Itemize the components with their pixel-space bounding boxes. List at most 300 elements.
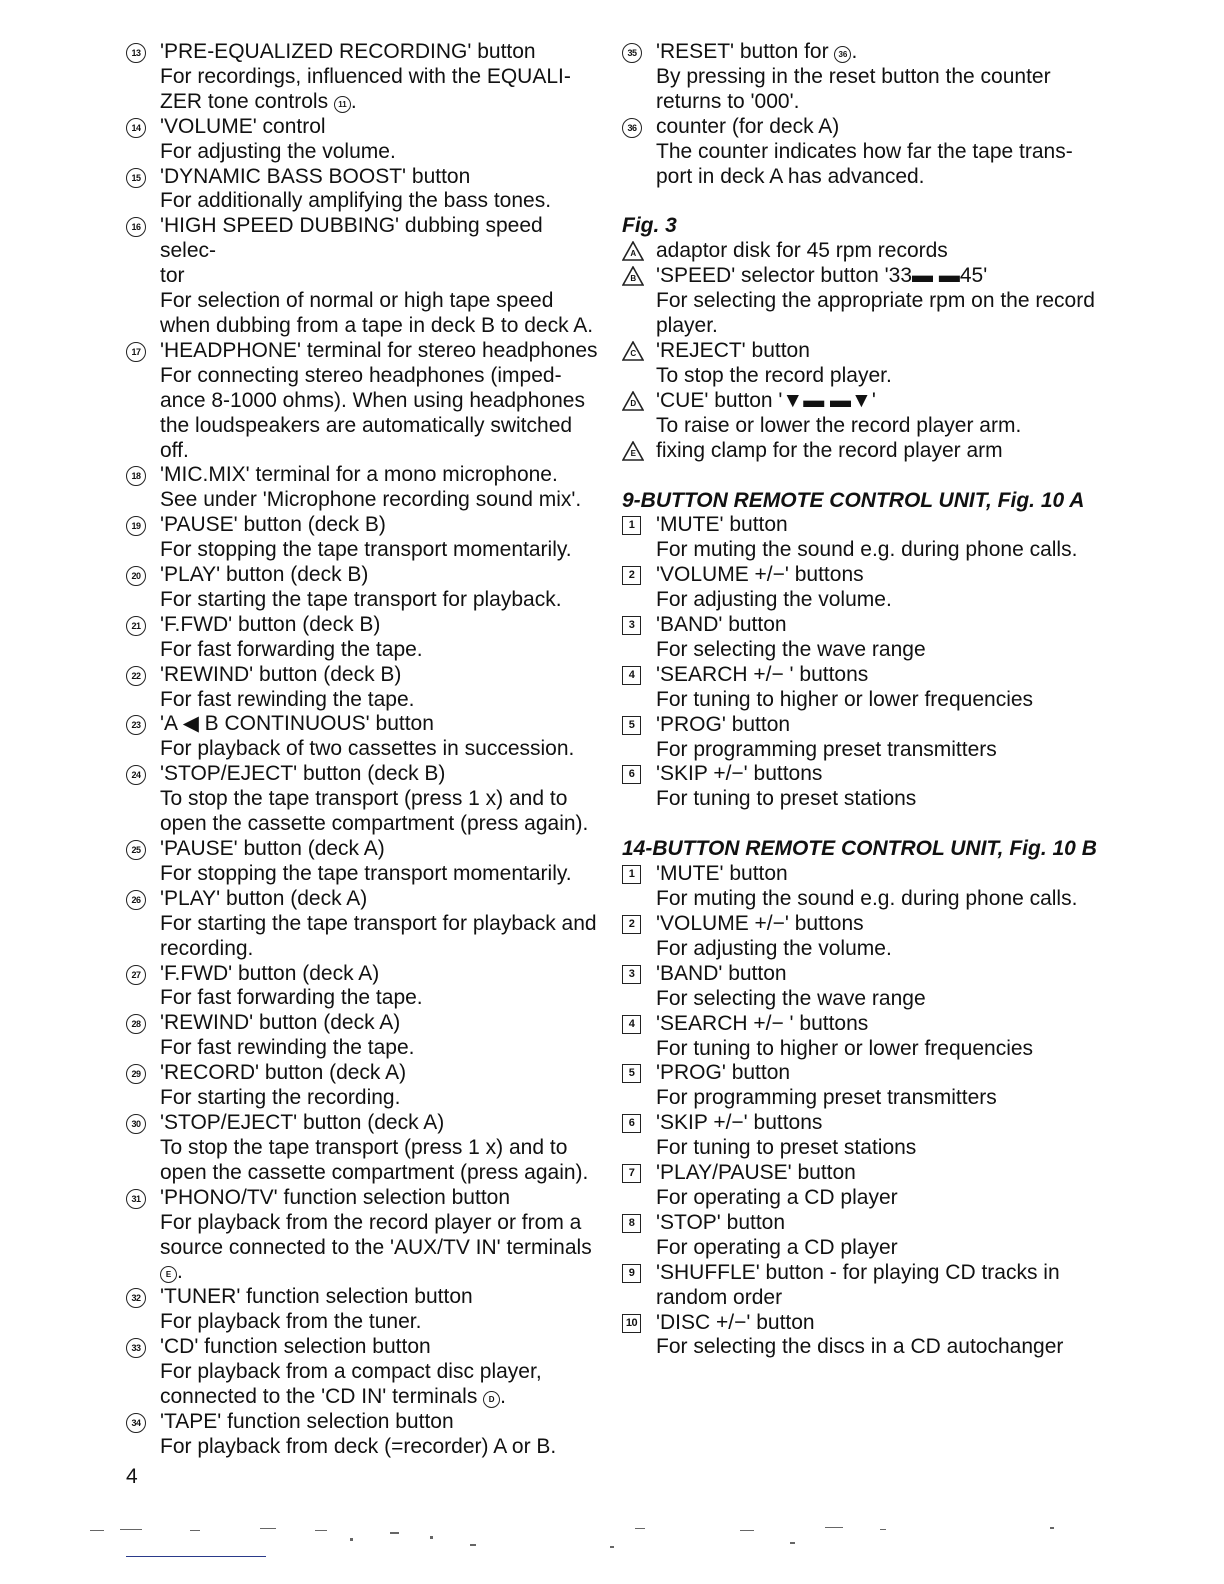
item-title-continued: random order [656,1285,783,1309]
item-title-text: 'RECORD' button (deck A) [160,1061,407,1085]
item-description-text: For playback from the record player or from a [160,1210,582,1234]
item-title-text: 'A ◀ B CONTINUOUS' button [160,712,434,736]
circled-number: 13 [126,43,146,63]
item-title [160,887,601,912]
item-title [160,613,601,638]
item-title-text: 'PLAY' button (deck B) [160,563,369,587]
circled-number: 29 [126,1064,146,1084]
item-title-text: 'HIGH SPEED DUBBING' dubbing speed selec- [160,214,543,263]
item-title-text: 'PLAY/PAUSE' button [656,1161,856,1185]
item-description-text: For playback of two cassettes in succession. [160,737,575,761]
item-title [160,563,601,588]
item-description-text: ZER tone controls [160,89,329,113]
circled-number: 16 [126,217,146,237]
triangle-marker-icon [622,341,644,361]
item-title-continued: tor [160,264,185,288]
item-title [160,339,601,364]
circled-number: 26 [126,890,146,910]
item-description-text: To stop the record player. [656,363,892,387]
item-description-text: For starting the tape transport for playback and [160,911,597,935]
remote14-list [622,862,1100,1360]
item-title-text: 'HEADPHONE' terminal for stereo headphones [160,338,598,362]
list-item [126,962,601,1012]
item-description-line [160,414,601,439]
item-title-text: 'SHUFFLE' button - for playing CD tracks in [656,1260,1060,1284]
item-description-line [656,638,1100,663]
triangle-marker-label: D [630,398,636,408]
reference-marker: 36 [834,46,851,63]
item-description-text: For starting the recording. [160,1086,401,1110]
item-description-text: For programming preset transmitters [656,1086,997,1110]
item-description-line [656,1136,1100,1161]
item-description-text: open the cassette compartment (press again). [160,812,589,836]
item-title-text: 'SKIP +/−' buttons [656,762,823,786]
item-title [656,762,1100,787]
item-description-text: when dubbing from a tape in deck B to deck A. [160,313,594,337]
item-title-text: 'PROG' button [656,712,791,736]
item-title-text: 'REWIND' button (deck B) [160,662,402,686]
item-title-text: 'REJECT' button [656,338,810,362]
item-description-line: connected to the 'CD IN' terminals D . [160,1384,507,1408]
item-description-line [656,289,1100,314]
circled-number: 31 [126,1189,146,1209]
item-description-text: For muting the sound e.g. during phone calls. [656,887,1078,911]
item-description-line [160,1360,601,1385]
list-item [622,713,1100,763]
item-description-text: For selection of normal or high tape speed [160,289,554,313]
item-description-text: For tuning to preset stations [656,787,917,811]
item-description-text: ance 8-1000 ohms). When using headphones [160,388,585,412]
item-description-line [160,364,601,389]
item-description-text: For fast rewinding the tape. [160,1036,415,1060]
list-item [622,239,1100,264]
circled-number: 33 [126,1338,146,1358]
boxed-number: 3 [622,965,641,984]
item-description-text: source connected to the 'AUX/TV IN' terminals [160,1235,592,1259]
item-description-line [656,364,1100,389]
item-title-text: 'BAND' button [656,961,787,985]
item-title-text: 'BAND' button [656,613,787,637]
item-title-text: 'PAUSE' button (deck B) [160,513,386,537]
item-title-text: 'MUTE' button [656,862,788,886]
triangle-marker-icon [622,266,644,286]
item-description-text: By pressing in the reset button the counter [656,64,1051,88]
item-description-line [160,1435,601,1460]
item-description-text: connected to the 'CD IN' terminals [160,1384,478,1408]
right-top-list [622,40,1100,189]
list-item [622,762,1100,812]
item-description-text: For playback from deck (=recorder) A or B. [160,1434,557,1458]
item-title-text: 'DISC +/−' button [656,1310,815,1334]
item-description-text: For adjusting the volume. [656,588,892,612]
item-description-text: For additionally amplifying the bass tones. [160,189,552,213]
item-description-line [656,414,1100,439]
item-title [160,40,601,65]
item-title-text: 'TAPE' function selection button [160,1409,454,1433]
circled-number: 18 [126,466,146,486]
reference-marker: E [160,1266,177,1283]
item-title-text: 'PAUSE' button (deck A) [160,837,385,860]
item-title [656,1311,1100,1336]
triangle-marker-label: C [630,348,636,358]
item-title-text: 'SEARCH +/− ' buttons [656,662,869,686]
item-title [656,513,1100,538]
item-title [160,663,601,688]
item-description-line [656,65,1100,90]
list-item [126,613,601,663]
item-description-text: For stopping the tape transport momentarily. [160,861,572,885]
list-item [126,837,601,887]
item-title [160,1285,601,1310]
item-description-line [160,1161,601,1186]
list-item [126,214,601,339]
scan-noise [90,1524,1090,1564]
item-description-line [656,738,1100,763]
item-title [656,912,1100,937]
list-item [622,339,1100,389]
item-description-line [160,588,601,613]
item-description-text: off. [160,438,189,462]
boxed-number: 4 [622,666,641,685]
circled-number: 20 [126,566,146,586]
item-title-text: 'CUE' button '▼▬ ▬▼' [656,388,876,412]
circled-number: 25 [126,840,146,860]
item-title [160,463,601,488]
item-description-text: For fast forwarding the tape. [160,986,423,1010]
item-title-text: 'STOP/EJECT' button (deck B) [160,762,446,786]
list-item [126,165,601,215]
boxed-number: 6 [622,765,641,784]
item-description-line [160,538,601,563]
boxed-number: 7 [622,1164,641,1183]
item-description-text: For operating a CD player [656,1185,898,1209]
item-description-line [656,887,1100,912]
circled-number: 36 [622,118,642,138]
right-column [622,40,1100,1360]
item-description-line [160,1136,601,1161]
remote9-title: 9-BUTTON REMOTE CONTROL UNIT, Fig. 10 A [622,488,1085,512]
circled-number: 30 [126,1114,146,1134]
item-description-text: For fast forwarding the tape. [160,637,423,661]
item-title [656,439,1100,464]
item-description-line [160,1211,601,1236]
item-title-text: 'DYNAMIC BASS BOOST' button [160,164,471,188]
item-description-text: For tuning to higher or lower frequencies [656,687,1034,711]
item-title-text: 'VOLUME +/−' buttons [656,563,864,587]
item-description-text: For tuning to preset stations [656,1136,917,1160]
list-item [126,1335,601,1410]
boxed-number: 5 [622,716,641,735]
list-item [622,513,1100,563]
item-description-text: For programming preset transmitters [656,737,997,761]
boxed-number: 5 [622,1064,641,1083]
item-title [656,1161,1100,1186]
item-title-text: adaptor disk for 45 rpm records [656,239,948,263]
item-description-line [656,1236,1100,1261]
item-description-text: For adjusting the volume. [656,936,892,960]
list-item [126,1111,601,1186]
item-description-text: For starting the tape transport for playback. [160,587,562,611]
item-title [160,1011,601,1036]
item-title [160,165,601,190]
list-item [622,439,1100,464]
item-title-text: 'SKIP +/−' buttons [656,1111,823,1135]
list-item [126,1410,601,1460]
left-column [126,40,601,1460]
item-description-line: E . [160,1260,601,1285]
item-title-text: 'MUTE' button [656,513,788,537]
list-item [622,862,1100,912]
item-description-line [656,165,1100,190]
item-description-text: returns to '000'. [656,89,800,113]
item-title [656,962,1100,987]
triangle-marker-icon [622,391,644,411]
circled-number: 15 [126,168,146,188]
circled-number: 21 [126,616,146,636]
circled-number: 27 [126,965,146,985]
item-description-text: For playback from the tuner. [160,1310,422,1334]
item-description-line [160,389,601,414]
fig3-title: Fig. 3 [622,214,677,238]
boxed-number: 2 [622,915,641,934]
item-title [656,1261,1100,1286]
item-title-text: 'PRE-EQUALIZED RECORDING' button [160,40,536,63]
list-item [622,1161,1100,1211]
item-title [160,1061,601,1086]
item-description-line: ZER tone controls 11 . [160,89,357,113]
boxed-number: 2 [622,566,641,585]
item-title [656,862,1100,887]
item-title [656,115,1100,140]
list-item [622,264,1100,339]
item-title [656,389,1100,414]
item-description-text: For stopping the tape transport momentarily. [160,538,572,562]
item-description-line [160,812,601,837]
item-title-text: fixing clamp for the record player arm [656,438,1003,462]
item-title [160,1186,601,1211]
item-title [656,1111,1100,1136]
item-description-line [656,1086,1100,1111]
list-item [126,762,601,837]
item-description-text: For muting the sound e.g. during phone calls. [656,538,1078,562]
item-description-line [160,638,601,663]
item-description-line [160,65,601,90]
item-title-text: 'STOP/EJECT' button (deck A) [160,1110,445,1134]
item-title [160,837,601,862]
circled-number: 14 [126,118,146,138]
item-description-line [656,1037,1100,1062]
item-description-line [160,314,601,339]
item-title [656,339,1100,364]
item-description-line [160,737,601,762]
item-title-text: 'F.FWD' button (deck B) [160,612,381,636]
item-description-text: For fast rewinding the tape. [160,687,415,711]
item-description-line [656,987,1100,1012]
circled-number: 22 [126,666,146,686]
item-description-text: For selecting the wave range [656,637,926,661]
list-item [126,1061,601,1111]
item-title-text: 'RESET' button for [656,40,829,63]
item-description-text: For adjusting the volume. [160,139,396,163]
circled-number: 35 [622,43,642,63]
list-item [622,40,1100,115]
list-item [622,389,1100,439]
item-description-line [656,140,1100,165]
boxed-number: 1 [622,865,641,884]
list-item [126,663,601,713]
list-item [126,712,601,762]
boxed-number: 6 [622,1114,641,1133]
item-title [160,1335,601,1360]
list-item [622,1311,1100,1361]
triangle-marker-label: A [630,249,636,259]
item-description-text: To stop the tape transport (press 1 x) and to [160,1135,568,1159]
list-item [126,513,601,563]
item-description-line [656,588,1100,613]
triangle-marker-label: B [630,274,636,284]
item-title-text: 'PLAY' button (deck A) [160,886,368,910]
triangle-marker-label: E [630,448,636,458]
list-item [622,115,1100,190]
list-item [622,1261,1100,1311]
item-description-text: recording. [160,936,254,960]
item-title [656,1012,1100,1037]
item-description-text: the loudspeakers are automatically switched [160,413,573,437]
list-item [622,1111,1100,1161]
triangle-marker-icon [622,241,644,261]
item-description-line [160,787,601,812]
list-item [126,463,601,513]
item-title-text: 'SPEED' selector button '33▬ ▬45' [656,264,988,288]
boxed-number: 1 [622,516,641,535]
item-title-text: 'SEARCH +/− ' buttons [656,1011,869,1035]
list-item [126,1285,601,1335]
item-description-text: For connecting stereo headphones (imped- [160,363,562,387]
item-description-text: For selecting the discs in a CD autochanger [656,1335,1064,1359]
circled-number: 24 [126,765,146,785]
circled-number: 32 [126,1288,146,1308]
list-item [622,1211,1100,1261]
item-description-line [656,90,1100,115]
item-description-line [160,1036,601,1061]
item-description-line [160,986,601,1011]
circled-number: 17 [126,342,146,362]
reference-marker: 11 [334,96,351,113]
item-description-line [656,787,1100,812]
circled-number: 23 [126,715,146,735]
list-item [126,115,601,165]
item-description-line [656,937,1100,962]
item-description-text: See under 'Microphone recording sound mix'. [160,488,582,512]
item-title-text: 'STOP' button [656,1210,786,1234]
item-description-text: For operating a CD player [656,1235,898,1259]
item-title [656,1061,1100,1086]
item-description-line [160,289,601,314]
item-description-line [160,140,601,165]
boxed-number: 4 [622,1015,641,1034]
triangle-marker-icon [622,441,644,461]
circled-number: 19 [126,516,146,536]
list-item [622,663,1100,713]
item-description-line [656,1186,1100,1211]
circled-number: 28 [126,1014,146,1034]
item-description-line [160,488,601,513]
item-description-line [160,912,601,937]
item-title [656,264,1100,289]
list-item [622,563,1100,613]
list-item [622,962,1100,1012]
item-title [160,712,601,737]
item-description-text: player. [656,314,718,338]
item-title [160,513,601,538]
item-title-text: 'VOLUME' control [160,114,326,138]
item-title: 'RESET' button for 36 . [656,40,858,63]
list-item [126,887,601,962]
item-description-line [160,862,601,887]
boxed-number: 9 [622,1264,641,1283]
item-title-text: 'PROG' button [656,1061,791,1085]
item-title [160,962,601,987]
item-description-line [656,1335,1100,1360]
remote14-title: 14-BUTTON REMOTE CONTROL UNIT, Fig. 10 B [622,837,1097,861]
item-title-text: 'PHONO/TV' function selection button [160,1185,511,1209]
item-description-line [160,189,601,214]
item-description-line [160,1236,601,1261]
item-description-line [160,1310,601,1335]
item-description-line [656,314,1100,339]
list-item [622,912,1100,962]
item-description-text: The counter indicates how far the tape trans- [656,139,1073,163]
list-item [126,40,601,115]
item-title [656,239,1100,264]
item-description-text: port in deck A has advanced. [656,164,925,188]
item-title-text: 'VOLUME +/−' buttons [656,912,864,935]
item-title [160,1410,601,1435]
item-title [656,563,1100,588]
list-item [126,339,601,464]
item-title [656,663,1100,688]
list-item [622,1061,1100,1111]
item-description-text: For selecting the appropriate rpm on the record [656,289,1095,313]
item-description-text: For selecting the wave range [656,986,926,1010]
item-description-text: open the cassette compartment (press again). [160,1160,589,1184]
item-description-line [656,538,1100,563]
list-item [126,563,601,613]
item-title [160,214,601,264]
item-description-text: For recordings, influenced with the EQUALI- [160,64,571,88]
boxed-number: 10 [622,1314,641,1333]
list-item [622,1012,1100,1062]
list-item [622,613,1100,663]
boxed-number: 3 [622,616,641,635]
item-description-line [160,688,601,713]
item-title-text: 'REWIND' button (deck A) [160,1011,401,1035]
item-title-text: 'MIC.MIX' terminal for a mono microphone. [160,463,558,487]
item-title [656,613,1100,638]
item-title [656,713,1100,738]
item-description-line [160,439,601,464]
item-description-text: For playback from a compact disc player, [160,1360,542,1384]
item-title [656,1211,1100,1236]
item-description-text: For tuning to higher or lower frequencies [656,1036,1034,1060]
item-title [160,762,601,787]
item-title-text: 'F.FWD' button (deck A) [160,961,380,985]
item-description-text: To stop the tape transport (press 1 x) and to [160,787,568,811]
item-description-line [160,937,601,962]
item-title-text: 'TUNER' function selection button [160,1285,473,1309]
fig3-list [622,239,1100,463]
item-title-text: 'CD' function selection button [160,1335,431,1359]
